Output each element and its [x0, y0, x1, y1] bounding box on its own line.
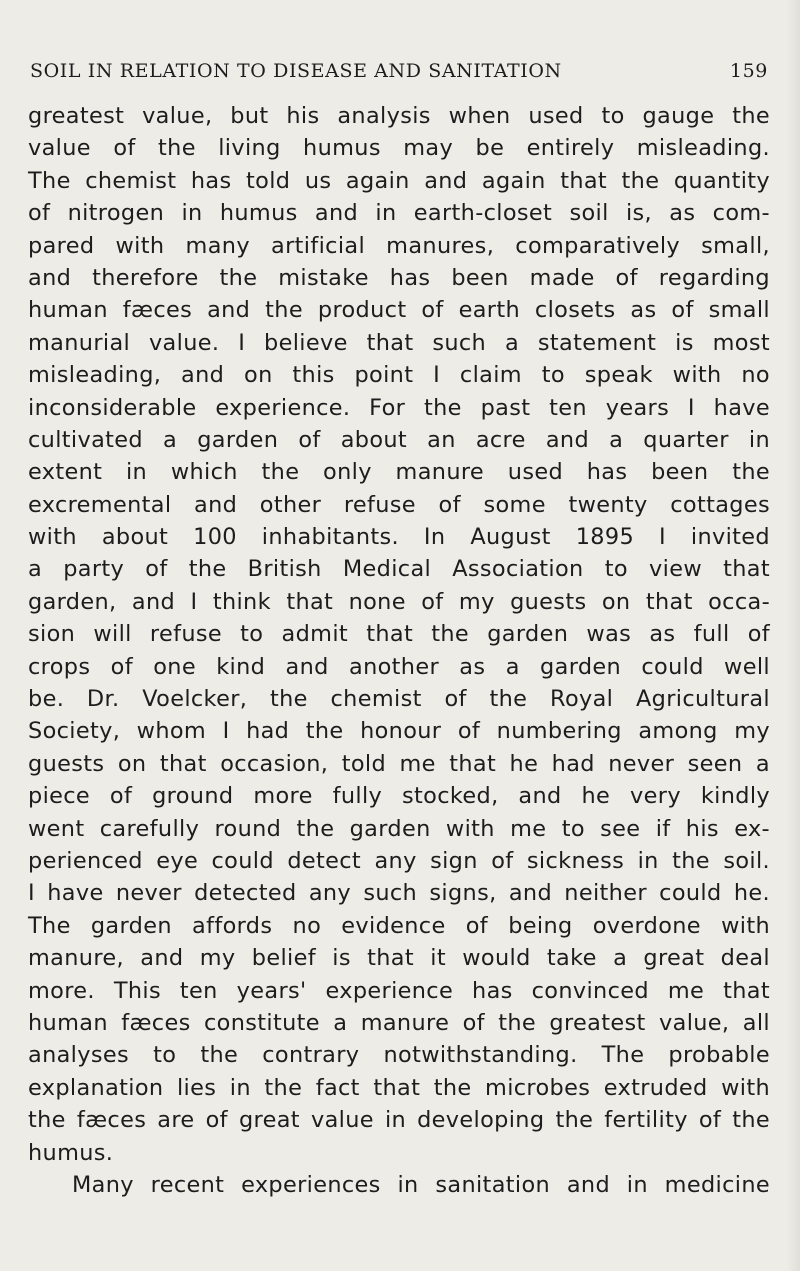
text-line: be. Dr. Voelcker, the chemist of the Royal Agricultural — [28, 686, 770, 713]
text-line: extent in which the only manure used has been the — [28, 459, 770, 486]
text-line: and therefore the mistake has been made of regarding — [28, 264, 770, 291]
text-line: I have never detected any such signs, and neither could he. — [28, 880, 770, 907]
body-text — [28, 100, 770, 1201]
text-line: a party of the British Medical Association to view that — [28, 556, 770, 583]
text-line: the fæces are of great value in developing the fertility of the — [28, 1107, 770, 1134]
text-line: greatest value, but his analysis when used to gauge the — [28, 103, 770, 129]
text-line: cultivated a garden of about an acre and a quarter in — [28, 426, 770, 453]
text-line: more. This ten years' experience has convinced me that — [28, 977, 770, 1004]
running-title: SOIL IN RELATION TO DISEASE AND SANITATION — [30, 60, 562, 82]
paragraph-start-line: Many recent experiences in sanitation and in medicine — [72, 1171, 770, 1198]
text-line: garden, and I think that none of my guests on that occa- — [28, 588, 770, 615]
text-line: value of the living humus may be entirely misleading. — [28, 135, 770, 162]
text-line: went carefully round the garden with me to see if his ex- — [28, 815, 770, 842]
text-line: inconsiderable experience. For the past ten years I have — [28, 394, 770, 421]
text-line: analyses to the contrary notwithstanding. The probable — [28, 1042, 770, 1069]
text-line: The chemist has told us again and again that the quantity — [28, 167, 770, 194]
text-line: pared with many artificial manures, comparatively small, — [28, 232, 770, 259]
text-line: excremental and other refuse of some twenty cottages — [28, 491, 770, 518]
page-number: 159 — [729, 60, 768, 82]
text-line: manurial value. I believe that such a statement is most — [28, 329, 770, 356]
page-edge-shadow — [786, 0, 800, 1271]
text-line: The garden affords no evidence of being overdone with — [28, 912, 770, 939]
text-line: misleading, and on this point I claim to speak with no — [28, 362, 770, 389]
text-line: sion will refuse to admit that the garden was as full of — [28, 621, 770, 648]
text-line: perienced eye could detect any sign of sickness in the soil. — [28, 847, 770, 874]
text-line: Society, whom I had the honour of numbering among my — [28, 718, 770, 745]
text-line: of nitrogen in humus and in earth-closet soil is, as com- — [28, 200, 770, 227]
text-line: humus. — [28, 1139, 114, 1166]
text-line: guests on that occasion, told me that he had never seen a — [28, 750, 770, 777]
running-head — [30, 60, 768, 90]
text-line: explanation lies in the fact that the microbes extruded with — [28, 1074, 770, 1101]
text-line: human fæces constitute a manure of the greatest value, all — [28, 1009, 770, 1036]
text-line: piece of ground more fully stocked, and he very kindly — [28, 783, 770, 810]
text-line: crops of one kind and another as a garden could well — [28, 653, 770, 680]
text-line: with about 100 inhabitants. In August 1895 I invited — [28, 524, 770, 551]
text-line: manure, and my belief is that it would take a great deal — [28, 945, 770, 972]
text-line: human fæces and the product of earth closets as of small — [28, 297, 770, 324]
